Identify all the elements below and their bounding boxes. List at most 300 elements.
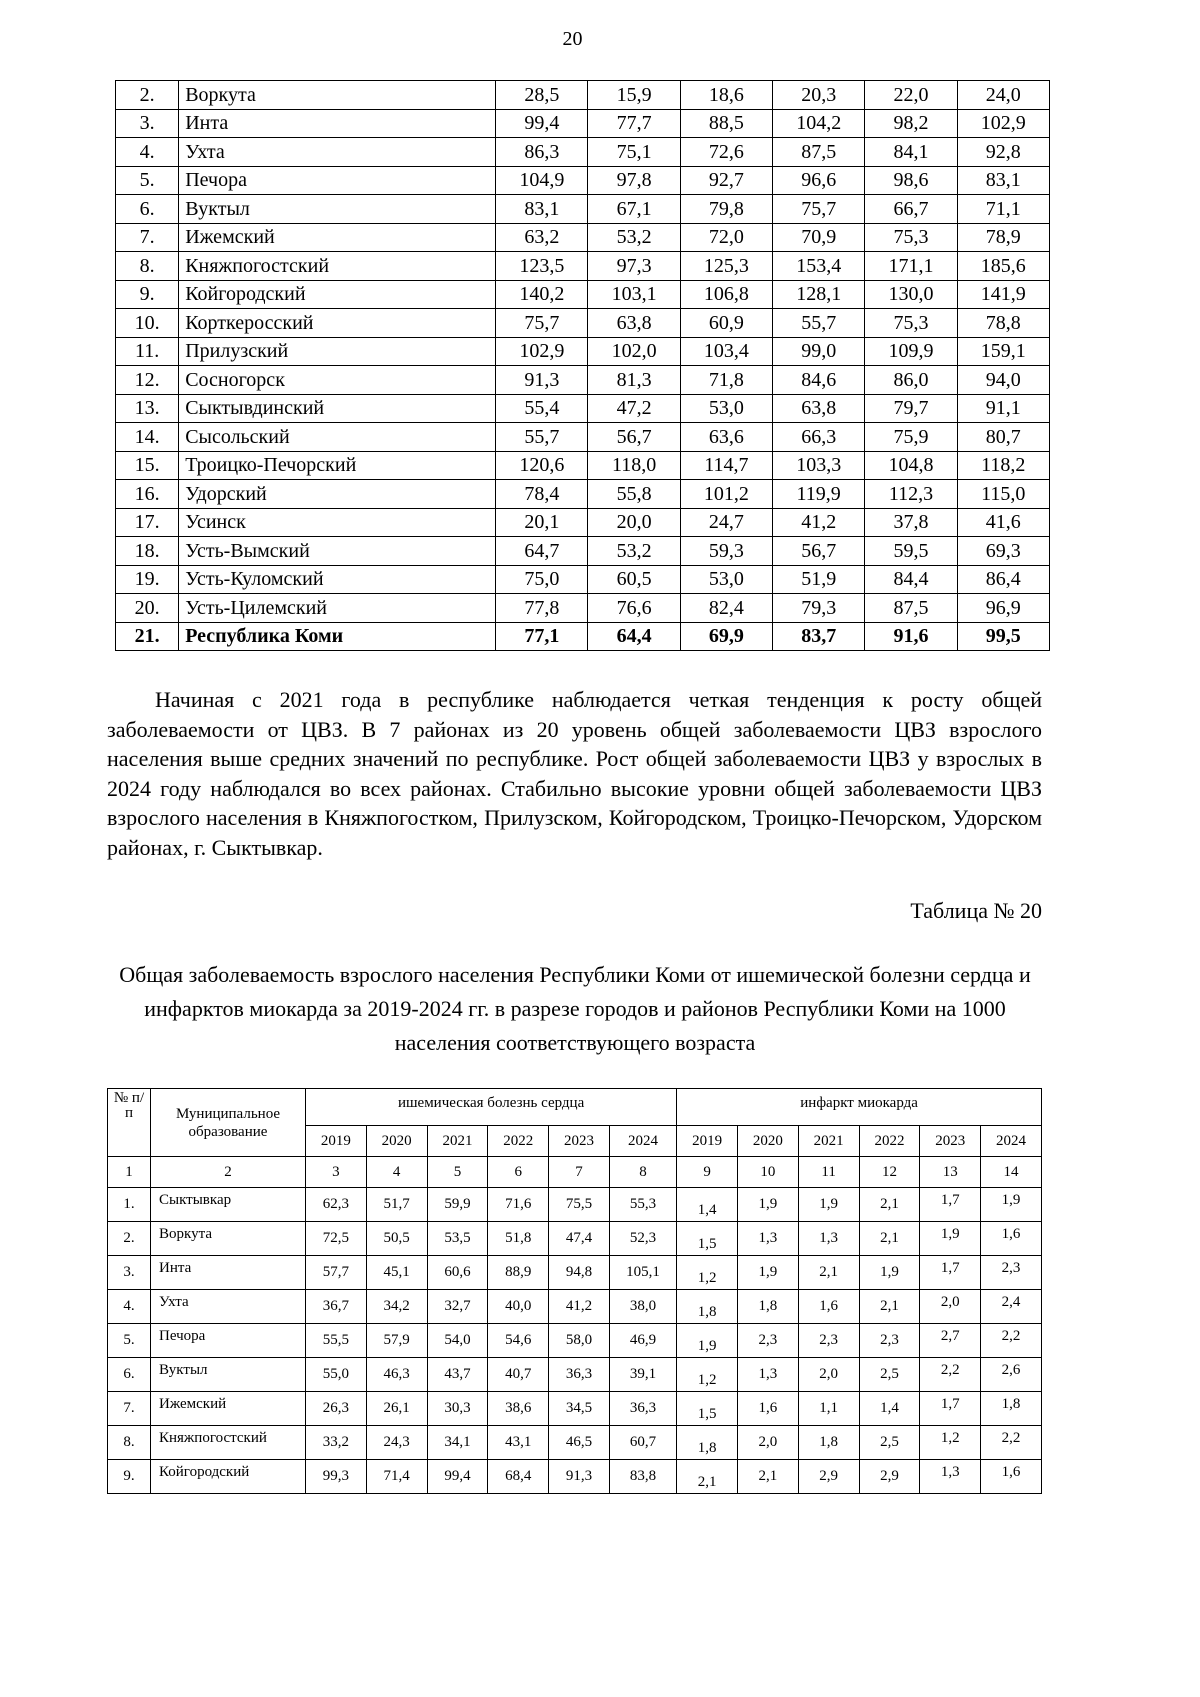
row-municipality: Усть-Цилемский xyxy=(179,594,496,623)
row-municipality: Ухта xyxy=(151,1290,306,1324)
row-value: 1,3 xyxy=(737,1222,798,1256)
row-number: 8. xyxy=(108,1426,151,1460)
row-value: 18,6 xyxy=(680,81,772,110)
row-value: 2,1 xyxy=(798,1256,859,1290)
row-value: 59,3 xyxy=(680,537,772,566)
row-value: 59,5 xyxy=(865,537,957,566)
row-number: 8. xyxy=(116,252,179,281)
row-number: 2. xyxy=(116,81,179,110)
row-value: 75,3 xyxy=(865,223,957,252)
row-value: 1,6 xyxy=(981,1460,1042,1494)
row-value: 2,1 xyxy=(737,1460,798,1494)
row-value: 2,0 xyxy=(920,1290,981,1324)
row-number: 16. xyxy=(116,480,179,509)
row-value: 130,0 xyxy=(865,280,957,309)
table-row xyxy=(108,1256,1042,1290)
row-value: 55,8 xyxy=(588,480,680,509)
row-value: 79,8 xyxy=(680,195,772,224)
row-value: 72,5 xyxy=(306,1222,367,1256)
column-number: 7 xyxy=(549,1157,610,1188)
row-value: 46,5 xyxy=(549,1426,610,1460)
row-value: 2,6 xyxy=(981,1358,1042,1392)
row-value: 1,4 xyxy=(677,1188,738,1222)
row-value: 15,9 xyxy=(588,81,680,110)
table-cvd-by-district xyxy=(115,80,1050,651)
row-value: 55,7 xyxy=(773,309,865,338)
page-number: 20 xyxy=(562,28,583,50)
row-value: 2,2 xyxy=(981,1426,1042,1460)
row-value: 87,5 xyxy=(773,138,865,167)
row-number: 4. xyxy=(108,1290,151,1324)
row-number: 14. xyxy=(116,423,179,452)
row-value: 105,1 xyxy=(609,1256,676,1290)
table-row xyxy=(116,109,1050,138)
row-number: 2. xyxy=(108,1222,151,1256)
row-municipality: Вуктыл xyxy=(179,195,496,224)
row-value: 52,3 xyxy=(609,1222,676,1256)
row-value: 46,3 xyxy=(366,1358,427,1392)
row-value: 43,1 xyxy=(488,1426,549,1460)
row-municipality: Ижемский xyxy=(179,223,496,252)
table-row xyxy=(116,423,1050,452)
row-value: 1,3 xyxy=(737,1358,798,1392)
table-row xyxy=(116,280,1050,309)
row-value: 1,8 xyxy=(798,1426,859,1460)
column-number: 11 xyxy=(798,1157,859,1188)
row-value: 2,3 xyxy=(798,1324,859,1358)
row-value: 1,1 xyxy=(798,1392,859,1426)
table-row xyxy=(116,337,1050,366)
row-value: 41,2 xyxy=(549,1290,610,1324)
row-value: 118,0 xyxy=(588,451,680,480)
row-value: 55,5 xyxy=(306,1324,367,1358)
row-value: 83,8 xyxy=(609,1460,676,1494)
row-value: 54,0 xyxy=(427,1324,488,1358)
row-value: 32,7 xyxy=(427,1290,488,1324)
row-value: 123,5 xyxy=(496,252,588,281)
row-value: 63,8 xyxy=(773,394,865,423)
row-value: 102,9 xyxy=(496,337,588,366)
row-value: 92,7 xyxy=(680,166,772,195)
row-value: 40,0 xyxy=(488,1290,549,1324)
row-value: 75,1 xyxy=(588,138,680,167)
row-value: 50,5 xyxy=(366,1222,427,1256)
row-value: 86,3 xyxy=(496,138,588,167)
column-number: 9 xyxy=(677,1157,738,1188)
row-municipality: Воркута xyxy=(179,81,496,110)
row-value: 1,6 xyxy=(981,1222,1042,1256)
year-header: 2019 xyxy=(306,1126,367,1157)
header-number: № п/п xyxy=(108,1089,151,1157)
row-value: 99,0 xyxy=(773,337,865,366)
row-value: 1,8 xyxy=(677,1290,738,1324)
row-value: 171,1 xyxy=(865,252,957,281)
row-value: 128,1 xyxy=(773,280,865,309)
row-value: 88,9 xyxy=(488,1256,549,1290)
row-municipality: Княжпогостский xyxy=(151,1426,306,1460)
row-value: 56,7 xyxy=(773,537,865,566)
row-value: 47,2 xyxy=(588,394,680,423)
row-value: 92,8 xyxy=(957,138,1049,167)
row-value: 94,0 xyxy=(957,366,1049,395)
row-value: 1,7 xyxy=(920,1256,981,1290)
row-value: 34,1 xyxy=(427,1426,488,1460)
row-value: 103,3 xyxy=(773,451,865,480)
row-value: 2,0 xyxy=(798,1358,859,1392)
row-number: 20. xyxy=(116,594,179,623)
row-value: 114,7 xyxy=(680,451,772,480)
row-value: 77,8 xyxy=(496,594,588,623)
year-header: 2021 xyxy=(427,1126,488,1157)
table-row xyxy=(116,223,1050,252)
table-ihd-mi-by-district xyxy=(107,1088,1042,1494)
row-value: 88,5 xyxy=(680,109,772,138)
row-municipality: Сыктывдинский xyxy=(179,394,496,423)
row-value: 84,1 xyxy=(865,138,957,167)
row-value: 98,6 xyxy=(865,166,957,195)
row-municipality: Инта xyxy=(179,109,496,138)
row-municipality: Сыктывкар xyxy=(151,1188,306,1222)
year-header: 2023 xyxy=(920,1126,981,1157)
row-value: 1,9 xyxy=(920,1222,981,1256)
table-row xyxy=(116,366,1050,395)
header-municipality: Муниципальное образование xyxy=(151,1089,306,1157)
row-value: 102,0 xyxy=(588,337,680,366)
row-value: 72,6 xyxy=(680,138,772,167)
row-value: 79,3 xyxy=(773,594,865,623)
column-number: 3 xyxy=(306,1157,367,1188)
row-value: 1,7 xyxy=(920,1188,981,1222)
row-value: 84,6 xyxy=(773,366,865,395)
row-value: 1,2 xyxy=(677,1256,738,1290)
row-value: 2,4 xyxy=(981,1290,1042,1324)
row-value: 106,8 xyxy=(680,280,772,309)
row-value: 2,1 xyxy=(859,1290,920,1324)
column-number: 4 xyxy=(366,1157,427,1188)
row-value: 39,1 xyxy=(609,1358,676,1392)
row-municipality: Сосногорск xyxy=(179,366,496,395)
row-value: 63,2 xyxy=(496,223,588,252)
row-value: 43,7 xyxy=(427,1358,488,1392)
row-value: 45,1 xyxy=(366,1256,427,1290)
row-value: 2,9 xyxy=(798,1460,859,1494)
table-row xyxy=(116,195,1050,224)
row-value: 60,7 xyxy=(609,1426,676,1460)
row-value: 1,9 xyxy=(981,1188,1042,1222)
row-value: 77,7 xyxy=(588,109,680,138)
row-number: 11. xyxy=(116,337,179,366)
row-value: 69,3 xyxy=(957,537,1049,566)
row-number: 7. xyxy=(116,223,179,252)
row-value: 60,6 xyxy=(427,1256,488,1290)
row-value: 119,9 xyxy=(773,480,865,509)
row-value: 99,3 xyxy=(306,1460,367,1494)
row-number: 6. xyxy=(108,1358,151,1392)
row-value: 1,5 xyxy=(677,1222,738,1256)
year-header: 2024 xyxy=(981,1126,1042,1157)
row-value: 2,2 xyxy=(981,1324,1042,1358)
row-value: 159,1 xyxy=(957,337,1049,366)
row-value: 33,2 xyxy=(306,1426,367,1460)
row-number: 15. xyxy=(116,451,179,480)
row-value: 51,7 xyxy=(366,1188,427,1222)
row-number: 21. xyxy=(116,622,179,651)
table-row xyxy=(108,1324,1042,1358)
row-value: 103,1 xyxy=(588,280,680,309)
table-row xyxy=(108,1358,1042,1392)
row-value: 103,4 xyxy=(680,337,772,366)
row-value: 2,3 xyxy=(981,1256,1042,1290)
table-row xyxy=(116,565,1050,594)
row-value: 98,2 xyxy=(865,109,957,138)
row-value: 81,3 xyxy=(588,366,680,395)
row-value: 99,4 xyxy=(496,109,588,138)
table-row xyxy=(116,81,1050,110)
row-value: 96,6 xyxy=(773,166,865,195)
year-header: 2022 xyxy=(488,1126,549,1157)
table-title: Общая заболеваемость взрослого населения Республики Коми от ишемической болезни сердца и инфарктов миокарда за 2019-2024 гг. в разрезе городов и районов Республики Коми на 1000 населения соответствующего возраста xyxy=(119,962,1031,1055)
row-value: 91,3 xyxy=(496,366,588,395)
row-value: 91,1 xyxy=(957,394,1049,423)
row-value: 140,2 xyxy=(496,280,588,309)
row-value: 86,4 xyxy=(957,565,1049,594)
row-value: 78,9 xyxy=(957,223,1049,252)
row-municipality: Койгородский xyxy=(151,1460,306,1494)
row-value: 41,6 xyxy=(957,508,1049,537)
row-number: 18. xyxy=(116,537,179,566)
row-value: 2,1 xyxy=(859,1222,920,1256)
row-value: 20,3 xyxy=(773,81,865,110)
table-row xyxy=(108,1188,1042,1222)
row-municipality: Инта xyxy=(151,1256,306,1290)
table-row xyxy=(116,508,1050,537)
row-value: 60,9 xyxy=(680,309,772,338)
row-value: 71,8 xyxy=(680,366,772,395)
row-value: 77,1 xyxy=(496,622,588,651)
year-header: 2022 xyxy=(859,1126,920,1157)
row-value: 84,4 xyxy=(865,565,957,594)
header-mi: инфаркт миокарда xyxy=(677,1089,1042,1126)
row-municipality: Княжпогостский xyxy=(179,252,496,281)
row-value: 38,6 xyxy=(488,1392,549,1426)
row-value: 41,2 xyxy=(773,508,865,537)
row-value: 37,8 xyxy=(865,508,957,537)
row-value: 20,0 xyxy=(588,508,680,537)
row-value: 46,9 xyxy=(609,1324,676,1358)
row-value: 62,3 xyxy=(306,1188,367,1222)
row-number: 3. xyxy=(116,109,179,138)
row-value: 2,5 xyxy=(859,1426,920,1460)
header-ihd: ишемическая болезнь сердца xyxy=(306,1089,677,1126)
row-value: 104,2 xyxy=(773,109,865,138)
year-header: 2024 xyxy=(609,1126,676,1157)
column-number: 2 xyxy=(151,1157,306,1188)
row-value: 76,6 xyxy=(588,594,680,623)
table-row xyxy=(116,138,1050,167)
row-value: 54,6 xyxy=(488,1324,549,1358)
row-municipality: Усинск xyxy=(179,508,496,537)
row-value: 118,2 xyxy=(957,451,1049,480)
row-value: 99,4 xyxy=(427,1460,488,1494)
row-value: 102,9 xyxy=(957,109,1049,138)
row-number: 10. xyxy=(116,309,179,338)
column-number: 1 xyxy=(108,1157,151,1188)
row-value: 63,6 xyxy=(680,423,772,452)
row-value: 38,0 xyxy=(609,1290,676,1324)
row-value: 101,2 xyxy=(680,480,772,509)
row-value: 1,2 xyxy=(677,1358,738,1392)
row-value: 53,0 xyxy=(680,394,772,423)
row-value: 53,2 xyxy=(588,537,680,566)
row-value: 1,9 xyxy=(737,1188,798,1222)
row-value: 1,2 xyxy=(920,1426,981,1460)
column-number: 8 xyxy=(609,1157,676,1188)
row-value: 30,3 xyxy=(427,1392,488,1426)
row-value: 51,8 xyxy=(488,1222,549,1256)
column-number: 5 xyxy=(427,1157,488,1188)
row-value: 47,4 xyxy=(549,1222,610,1256)
table-label: Таблица № 20 xyxy=(910,898,1042,923)
table-row xyxy=(116,594,1050,623)
row-number: 4. xyxy=(116,138,179,167)
table-row xyxy=(116,622,1050,651)
row-value: 1,9 xyxy=(677,1324,738,1358)
row-value: 1,7 xyxy=(920,1392,981,1426)
column-number: 6 xyxy=(488,1157,549,1188)
row-municipality: Троицко-Печорский xyxy=(179,451,496,480)
row-value: 20,1 xyxy=(496,508,588,537)
row-value: 40,7 xyxy=(488,1358,549,1392)
row-value: 1,3 xyxy=(798,1222,859,1256)
row-value: 63,8 xyxy=(588,309,680,338)
row-value: 66,7 xyxy=(865,195,957,224)
row-value: 71,1 xyxy=(957,195,1049,224)
year-header: 2019 xyxy=(677,1126,738,1157)
row-value: 55,7 xyxy=(496,423,588,452)
row-value: 55,3 xyxy=(609,1188,676,1222)
row-number: 1. xyxy=(108,1188,151,1222)
row-value: 75,0 xyxy=(496,565,588,594)
row-value: 75,9 xyxy=(865,423,957,452)
row-municipality: Ижемский xyxy=(151,1392,306,1426)
row-number: 12. xyxy=(116,366,179,395)
row-municipality: Воркута xyxy=(151,1222,306,1256)
row-value: 56,7 xyxy=(588,423,680,452)
row-value: 34,5 xyxy=(549,1392,610,1426)
row-number: 13. xyxy=(116,394,179,423)
row-value: 36,3 xyxy=(549,1358,610,1392)
row-municipality: Усть-Вымский xyxy=(179,537,496,566)
row-value: 72,0 xyxy=(680,223,772,252)
row-value: 67,1 xyxy=(588,195,680,224)
row-value: 36,7 xyxy=(306,1290,367,1324)
row-value: 22,0 xyxy=(865,81,957,110)
row-value: 53,2 xyxy=(588,223,680,252)
row-value: 1,8 xyxy=(737,1290,798,1324)
row-value: 64,4 xyxy=(588,622,680,651)
column-number: 13 xyxy=(920,1157,981,1188)
row-value: 112,3 xyxy=(865,480,957,509)
row-value: 96,9 xyxy=(957,594,1049,623)
row-number: 17. xyxy=(116,508,179,537)
row-value: 83,1 xyxy=(957,166,1049,195)
table-row xyxy=(116,537,1050,566)
row-value: 53,0 xyxy=(680,565,772,594)
row-value: 60,5 xyxy=(588,565,680,594)
row-number: 6. xyxy=(116,195,179,224)
row-value: 86,0 xyxy=(865,366,957,395)
table-row xyxy=(108,1222,1042,1256)
row-value: 153,4 xyxy=(773,252,865,281)
row-value: 70,9 xyxy=(773,223,865,252)
row-value: 28,5 xyxy=(496,81,588,110)
row-municipality: Прилузский xyxy=(179,337,496,366)
row-value: 94,8 xyxy=(549,1256,610,1290)
row-value: 2,3 xyxy=(737,1324,798,1358)
row-value: 59,9 xyxy=(427,1188,488,1222)
row-value: 83,7 xyxy=(773,622,865,651)
row-value: 75,5 xyxy=(549,1188,610,1222)
row-value: 1,5 xyxy=(677,1392,738,1426)
year-header: 2020 xyxy=(366,1126,427,1157)
row-value: 51,9 xyxy=(773,565,865,594)
row-value: 26,1 xyxy=(366,1392,427,1426)
row-municipality: Удорский xyxy=(179,480,496,509)
row-value: 36,3 xyxy=(609,1392,676,1426)
row-municipality: Койгородский xyxy=(179,280,496,309)
row-value: 24,7 xyxy=(680,508,772,537)
row-value: 2,2 xyxy=(920,1358,981,1392)
table-row xyxy=(108,1426,1042,1460)
row-value: 104,9 xyxy=(496,166,588,195)
row-number: 3. xyxy=(108,1256,151,1290)
row-value: 69,9 xyxy=(680,622,772,651)
row-value: 2,3 xyxy=(859,1324,920,1358)
row-value: 120,6 xyxy=(496,451,588,480)
row-number: 5. xyxy=(108,1324,151,1358)
row-value: 58,0 xyxy=(549,1324,610,1358)
row-municipality: Печора xyxy=(151,1324,306,1358)
row-number: 19. xyxy=(116,565,179,594)
row-municipality: Ухта xyxy=(179,138,496,167)
row-value: 78,4 xyxy=(496,480,588,509)
row-value: 71,6 xyxy=(488,1188,549,1222)
row-value: 53,5 xyxy=(427,1222,488,1256)
row-municipality: Печора xyxy=(179,166,496,195)
row-value: 82,4 xyxy=(680,594,772,623)
row-value: 87,5 xyxy=(865,594,957,623)
row-value: 57,7 xyxy=(306,1256,367,1290)
row-value: 97,8 xyxy=(588,166,680,195)
row-municipality: Республика Коми xyxy=(179,622,496,651)
row-value: 55,4 xyxy=(496,394,588,423)
table-row xyxy=(108,1392,1042,1426)
row-value: 66,3 xyxy=(773,423,865,452)
table-row xyxy=(108,1460,1042,1494)
row-value: 115,0 xyxy=(957,480,1049,509)
year-header: 2021 xyxy=(798,1126,859,1157)
row-municipality: Корткеросский xyxy=(179,309,496,338)
year-header: 2023 xyxy=(549,1126,610,1157)
row-value: 1,8 xyxy=(981,1392,1042,1426)
row-municipality: Вуктыл xyxy=(151,1358,306,1392)
row-value: 83,1 xyxy=(496,195,588,224)
row-municipality: Сысольский xyxy=(179,423,496,452)
table-row xyxy=(108,1290,1042,1324)
row-value: 1,6 xyxy=(737,1392,798,1426)
table-row xyxy=(116,451,1050,480)
row-value: 75,7 xyxy=(496,309,588,338)
